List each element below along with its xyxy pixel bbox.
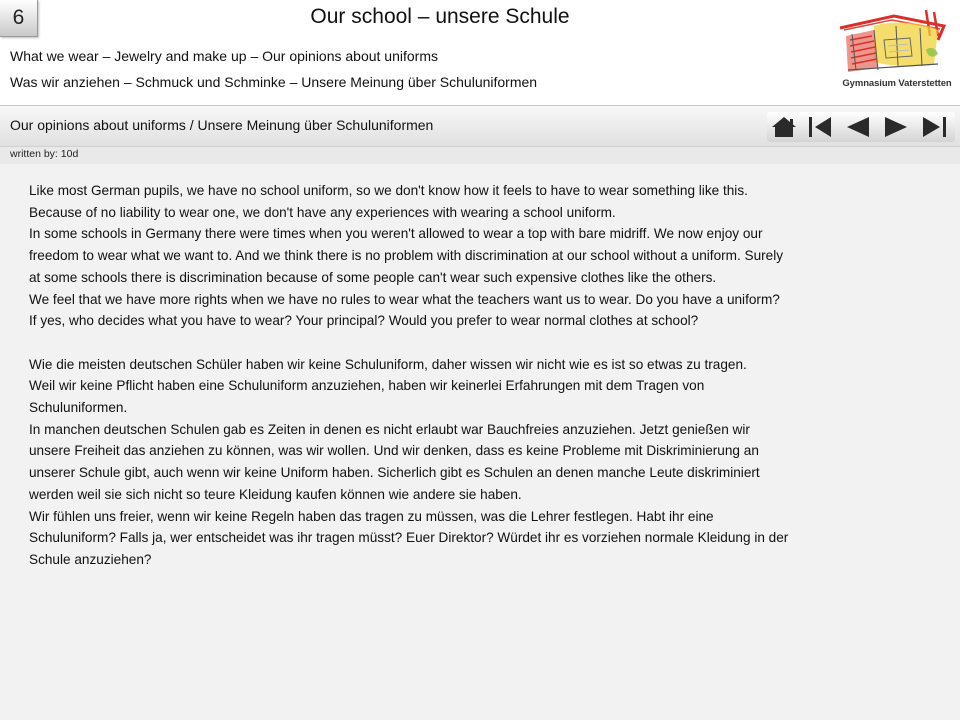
subtitle-german: Was wir anziehen – Schmuck und Schminke – Unsere Meinung über Schuluniformen — [10, 74, 538, 90]
german-line-2: Weil wir keine Pflicht haben eine Schuluniform anzuziehen, haben wir keinerlei Erfahrungen mit dem Tragen von — [29, 378, 705, 394]
english-line-1: Like most German pupils, we have no school uniform, so we don't know how it feels to have to wear something like this. — [29, 183, 748, 198]
home-icon[interactable] — [771, 116, 797, 138]
english-line-3: In some schools in Germany there were times when you weren't allowed to wear a top with bare midriff. We now enjoy our — [29, 226, 763, 242]
german-line-1: Wie die meisten deutschen Schüler haben wir keine Schuluniform, daher wissen wir nicht wie es ist so etwas zu tragen. — [29, 356, 747, 372]
content-area — [0, 164, 960, 720]
german-line-10: Schule anzuziehen? — [29, 551, 152, 567]
navigation-controls — [767, 112, 955, 142]
german-line-5: unsere Freiheit das anziehen zu können, was wir wollen. Und wir denken, dass es keine Probleme mit Diskriminierung an — [29, 443, 759, 459]
article-text — [29, 180, 939, 571]
navigation-bar — [0, 105, 960, 146]
next-page-icon[interactable] — [883, 116, 909, 138]
paragraph-gap — [29, 332, 939, 354]
subtitle-english: What we wear – Jewelry and make up – Our opinions about uniforms — [10, 48, 438, 64]
english-line-5: at some schools there is discrimination because of some people can't wear such expensive clothes like the others. — [29, 269, 717, 285]
german-line-7: werden weil sie sich nicht so teure Kleidung kaufen können wie andere sie haben. — [29, 486, 522, 502]
english-line-4: freedom to wear what we want to. And we think there is no problem with discrimination at our school without a uniform. Surely — [29, 248, 784, 264]
german-line-4: In manchen deutschen Schulen gab es Zeiten in denen es nicht erlaubt war Bauchfreies anzuziehen. Jetzt genießen wir — [29, 421, 750, 437]
breadcrumb: Our opinions about uniforms / Unsere Meinung über Schuluniformen — [10, 117, 434, 133]
header — [0, 0, 960, 104]
german-line-8: Wir fühlen uns freier, wenn wir keine Regeln haben das tragen zu müssen, was die Lehrer festlegen. Habt ihr eine — [29, 508, 714, 524]
logo-caption: Gymnasium Vaterstetten — [842, 78, 952, 89]
german-line-6: unserer Schule gibt, auch wenn wir keine Uniform haben. Sicherlich gibt es Schulen an denen manche Leute diskriminiert — [29, 465, 760, 481]
previous-page-icon[interactable] — [845, 116, 871, 138]
english-line-2: Because of no liability to wear one, we don't have any experiences with wearing a school uniform. — [29, 204, 616, 220]
last-page-icon[interactable] — [921, 116, 949, 138]
first-page-icon[interactable] — [807, 116, 833, 138]
english-line-6: We feel that we have more rights when we have no rules to wear what the teachers want us to wear. Do you have a uniform? — [29, 291, 780, 307]
page-number-badge: 6 — [0, 0, 38, 37]
german-line-9: Schuluniform? Falls ja, wer entscheidet was ihr tragen müsst? Euer Direktor? Würdet ihr es vorziehen normale Kleidung in der — [29, 530, 789, 546]
author-credit: written by: 10d — [10, 148, 79, 160]
page-title: Our school – unsere Schule — [310, 5, 570, 28]
english-line-7: If yes, who decides what you have to wear? Your principal? Would you prefer to wear normal clothes at school? — [29, 313, 699, 329]
german-line-3: Schuluniformen. — [29, 400, 128, 416]
author-bar — [0, 146, 960, 164]
